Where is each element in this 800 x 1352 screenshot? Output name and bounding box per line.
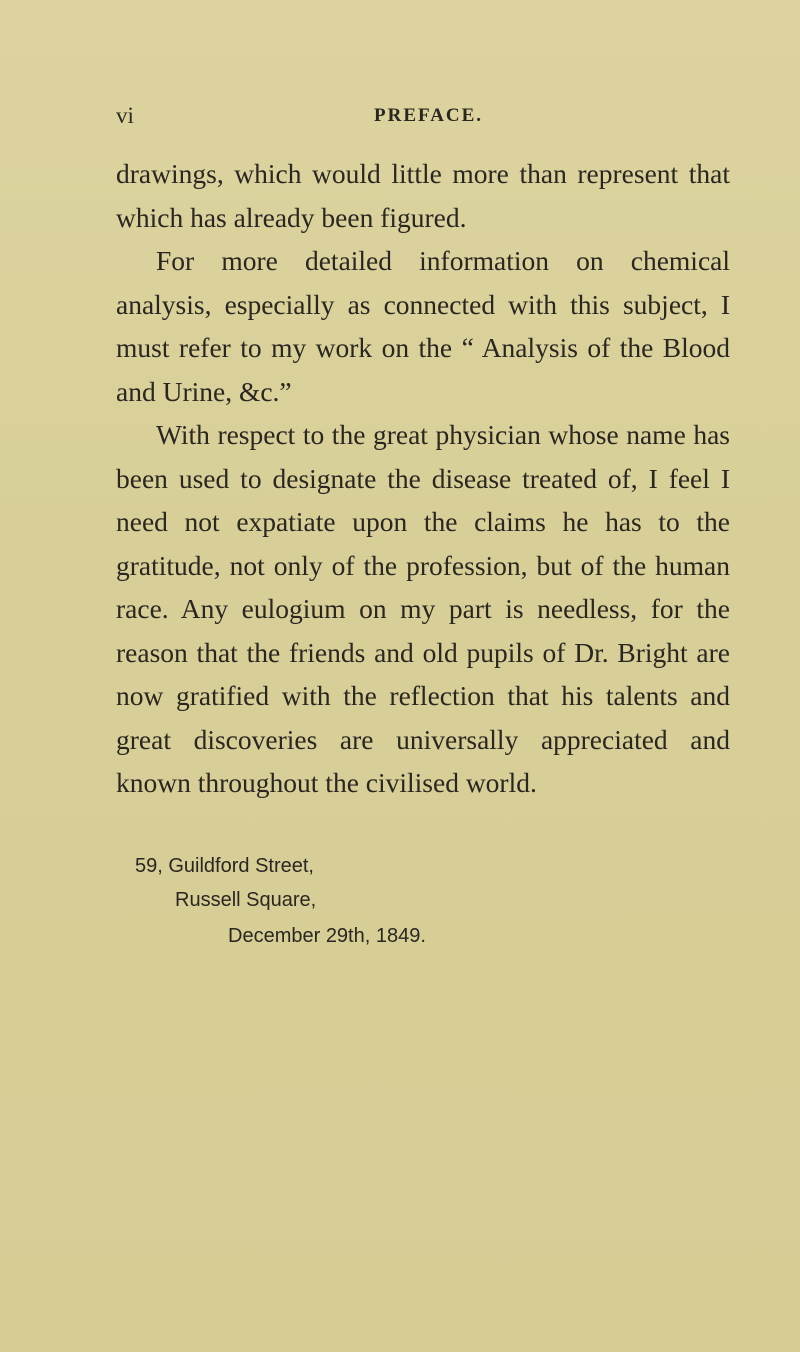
address-line-1: 59, Guildford Street, bbox=[135, 855, 314, 877]
page-number: vi bbox=[116, 103, 134, 128]
paragraph-chemical-analysis: For more detailed information on chemical analysis, especially as connected with this subject, I must refer to my work on the “ Analysis of the Blood and Urine, &c.” bbox=[116, 245, 730, 407]
page-heading: PREFACE. bbox=[374, 105, 484, 126]
running-head bbox=[116, 103, 730, 133]
paragraph-dr-bright: With respect to the great physician whose name has been used to designate the disease treated of, I feel I need not expatiate upon the claims he has to the gratitude, not only of the profession, but of the human race. Any eulogium on my part is needless, for the reason that the friends and old pupils of Dr. Bright are now gratified with the reflection that his talents and great discoveries are universally appreciated and known throughout the civilised world. bbox=[116, 419, 730, 798]
paragraph-continuation: drawings, which would little more than represent that which has already been figured. bbox=[116, 158, 730, 233]
signature-date: December 29th, 1849. bbox=[228, 925, 426, 947]
body-text bbox=[116, 152, 730, 805]
address-line-2: Russell Square, bbox=[175, 889, 317, 911]
